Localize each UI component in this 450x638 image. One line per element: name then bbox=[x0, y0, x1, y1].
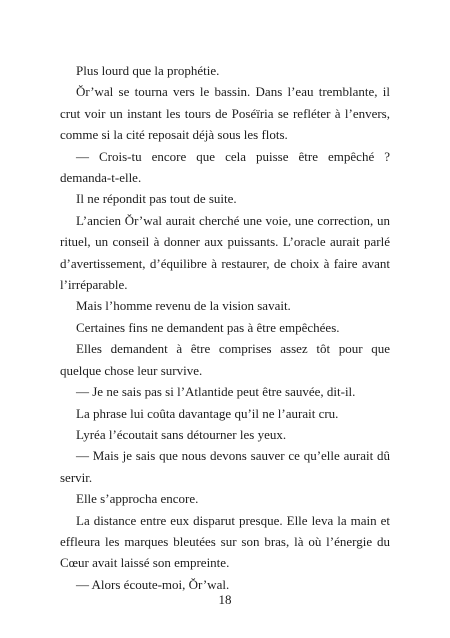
paragraph: La distance entre eux disparut presque. Elle leva la main et effleura les marques bleutées sur son bras, là où l’énergie du Cœur avait laissé son empreinte. bbox=[60, 512, 390, 571]
paragraph: Elles demandent à être comprises assez tôt pour que quelque chose leur survive. bbox=[60, 341, 390, 378]
paragraph: Lyréa l’écoutait sans détourner les yeux. bbox=[76, 426, 287, 442]
paragraph: Plus lourd que la prophétie. bbox=[76, 63, 220, 78]
body-text bbox=[60, 60, 390, 595]
paragraph: Il ne répondit pas tout de suite. bbox=[76, 191, 237, 207]
paragraph: Mais l’homme revenu de la vision savait. bbox=[76, 298, 291, 314]
paragraph: Certaines fins ne demandent pas à être empêchées. bbox=[76, 319, 340, 335]
dialogue-paragraph: — Crois-tu encore que cela puisse être empêché ? demanda-t-elle. bbox=[60, 148, 390, 186]
paragraph: L’ancien Ŏr’wal aurait cherché une voie, une correction, un rituel, un conseil à donner aux puissants. L’oracle aurait parlé d’avertissement, d’équilibre à restaurer, de choix à faire avant l’irréparable. bbox=[60, 212, 390, 293]
dialogue-paragraph: — Mais je sais que nous devons sauver ce qu’elle aurait dû servir. bbox=[60, 448, 390, 485]
paragraph: Elle s’approcha encore. bbox=[76, 491, 199, 507]
paragraph: Ŏr’wal se tourna vers le bassin. Dans l’eau tremblante, il crut voir un instant les tours de Poséïria se refléter à l’envers, comme si la cité reposait déjà sous les flots. bbox=[60, 84, 390, 143]
page-number: 18 bbox=[218, 592, 232, 607]
paragraph: La phrase lui coûta davantage qu’il ne l’aurait cru. bbox=[76, 405, 339, 421]
dialogue-paragraph: — Alors écoute-moi, Ŏr’wal. bbox=[76, 576, 230, 592]
dialogue-paragraph: — Je ne sais pas si l’Atlantide peut être sauvée, dit-il. bbox=[76, 384, 356, 400]
